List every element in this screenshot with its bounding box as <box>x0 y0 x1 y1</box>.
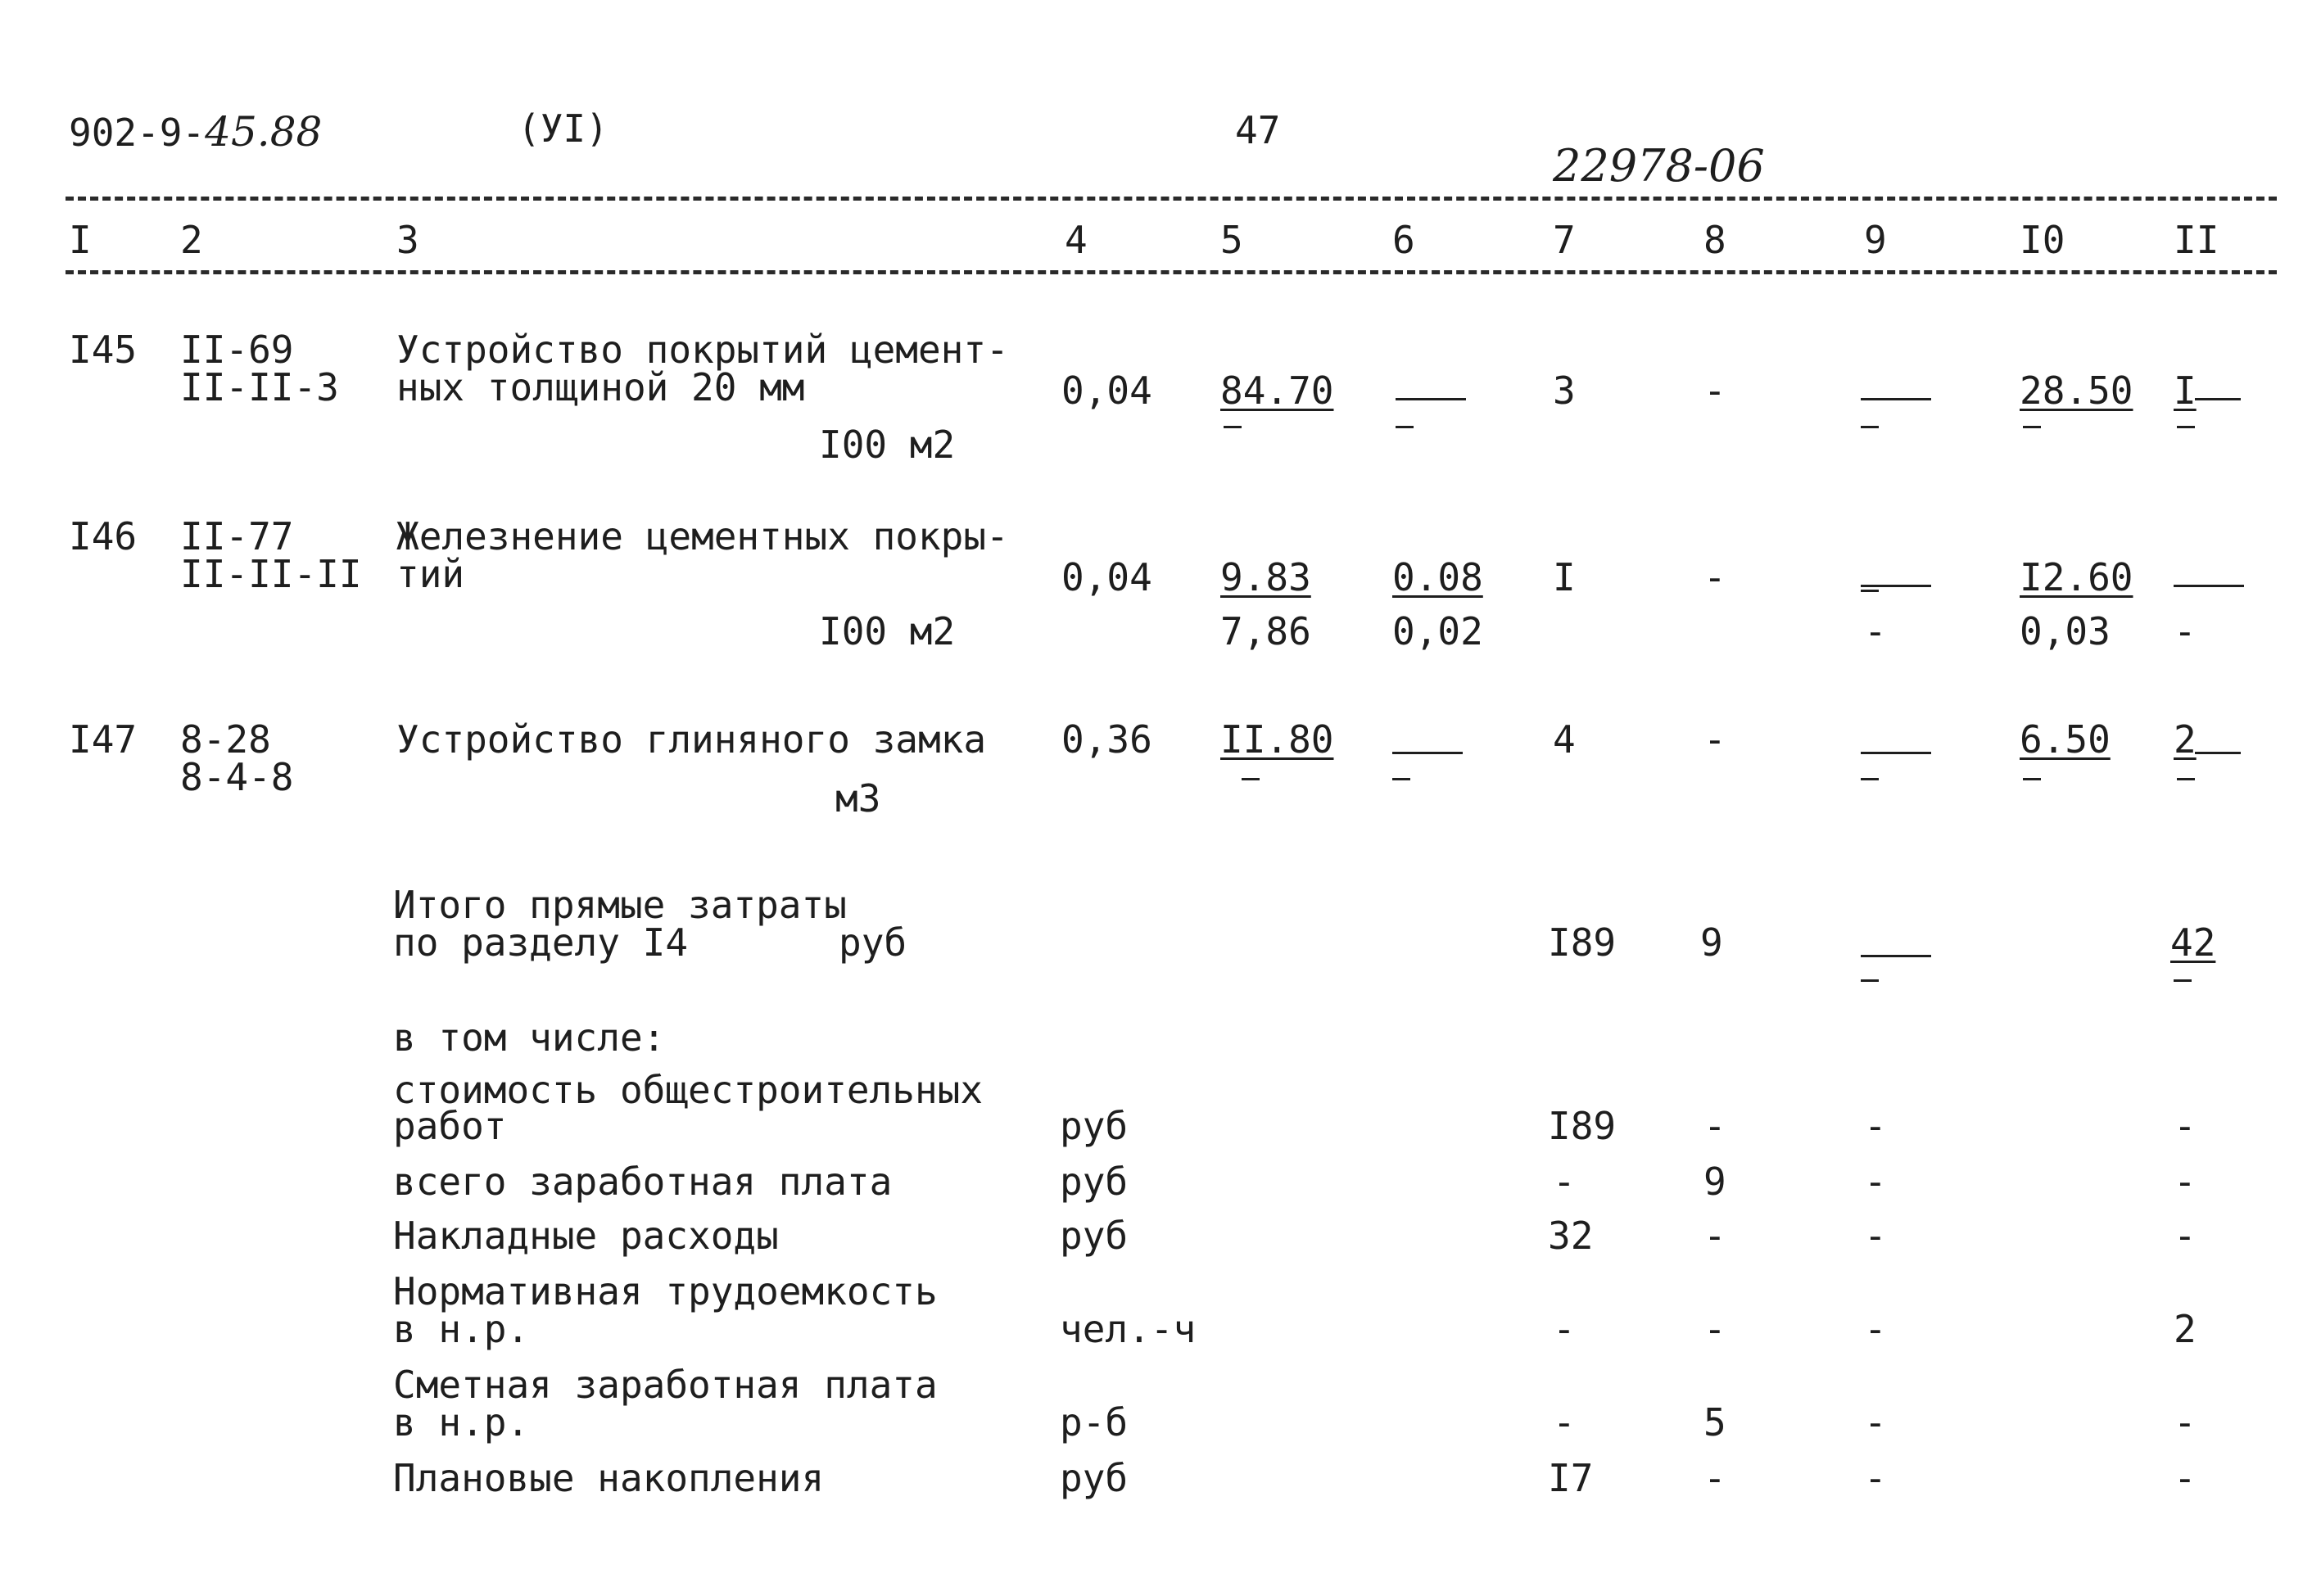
total-cost: 4 <box>1553 717 1576 762</box>
dash-over <box>1861 398 1931 400</box>
machine-cost: 0.08 <box>1392 555 1483 599</box>
breakdown-machine: - <box>1864 1307 1887 1351</box>
machine-cost-wages: 0,02 <box>1392 609 1483 653</box>
column-header: 8 <box>1703 218 1726 262</box>
unit-of-measure: I00 м2 <box>819 609 956 653</box>
breakdown-unit: руб <box>1060 1104 1129 1148</box>
breakdown-unit: чел.-ч <box>1060 1307 1197 1351</box>
breakdown-label-cont: работ <box>393 1104 507 1148</box>
work-description-cont: тий <box>396 552 465 596</box>
breakdown-label: Нормативная трудоемкость <box>393 1269 938 1313</box>
breakdown-label: всего заработная плата <box>393 1160 893 1204</box>
row-number: I46 <box>69 514 138 558</box>
quantity: 0,04 <box>1061 555 1152 599</box>
sub-dash <box>2023 778 2041 780</box>
including-label: в том числе: <box>393 1015 666 1060</box>
row-number: I45 <box>69 328 138 372</box>
page-number: 47 <box>1235 108 1281 152</box>
document-number <box>69 108 323 156</box>
breakdown-labor-hours: - <box>2174 1104 2197 1148</box>
labor-cost: - <box>1703 717 1726 762</box>
dash-over <box>2174 585 2244 587</box>
dash-over <box>2195 398 2241 400</box>
breakdown-labor-hours: 2 <box>2174 1307 2197 1351</box>
rate-code: 8-28 <box>180 717 271 762</box>
header-bottom-rule <box>66 270 2277 274</box>
quantity: 0,04 <box>1061 368 1152 413</box>
breakdown-label: стоимость общестроительных <box>393 1068 984 1112</box>
column-header: I <box>69 218 92 262</box>
unit-cost: 9.83 <box>1220 555 1311 599</box>
sub-dash <box>2177 778 2195 780</box>
totals-label: Итого прямые затраты <box>393 883 847 927</box>
breakdown-labor-cost: 9 <box>1703 1160 1726 1204</box>
totals-labor-hours: 42 <box>2170 920 2216 965</box>
column-header: 5 <box>1220 218 1243 262</box>
document-number-prefix: 902-9- <box>69 111 206 155</box>
unit-of-measure: м3 <box>835 776 881 821</box>
breakdown-labor-cost: - <box>1703 1104 1726 1148</box>
breakdown-labor-hours: - <box>2174 1214 2197 1258</box>
column-header: 4 <box>1065 218 1088 262</box>
breakdown-unit: р-б <box>1060 1400 1129 1445</box>
column-header: 3 <box>396 218 419 262</box>
work-description-cont: ных толщиной 20 мм <box>396 365 805 409</box>
breakdown-labor-cost: - <box>1703 1307 1726 1351</box>
column-header: 2 <box>180 218 203 262</box>
column-header: 7 <box>1553 218 1576 262</box>
breakdown-machine: - <box>1864 1104 1887 1148</box>
labor-cost: - <box>1703 555 1726 599</box>
breakdown-machine: - <box>1864 1160 1887 1204</box>
sub-dash <box>1861 979 1879 982</box>
unit-cost: 84.70 <box>1220 368 1334 413</box>
row-number: I47 <box>69 717 138 762</box>
work-description: Устройство глиняного замка <box>396 717 987 762</box>
sub-dash <box>1861 426 1879 428</box>
breakdown-machine: - <box>1864 1214 1887 1258</box>
breakdown-labor-hours: - <box>2174 1400 2197 1445</box>
breakdown-machine: - <box>1864 1400 1887 1445</box>
dash-over <box>1861 752 1931 754</box>
breakdown-cost: I89 <box>1548 1104 1617 1148</box>
breakdown-label: Накладные расходы <box>393 1214 779 1258</box>
rate-code-sub: II-II-3 <box>180 365 339 409</box>
sub-dash <box>1224 426 1242 428</box>
work-description: Железнение цементных покры- <box>396 514 1009 558</box>
sub-dash <box>1861 590 1879 592</box>
dash-over <box>1861 585 1931 587</box>
total-cost: 3 <box>1553 368 1576 413</box>
breakdown-unit: руб <box>1060 1456 1129 1500</box>
breakdown-labor-cost: - <box>1703 1214 1726 1258</box>
labor-hours-unit-sub: 0,03 <box>2020 609 2111 653</box>
breakdown-label: Сметная заработная плата <box>393 1363 938 1407</box>
rate-code-sub: 8-4-8 <box>180 755 294 799</box>
rate-code: II-69 <box>180 328 294 372</box>
breakdown-labor-hours: - <box>2174 1160 2197 1204</box>
labor-hours-total: 2 <box>2174 717 2197 762</box>
document-number-suffix: 45.88 <box>205 108 323 156</box>
labor-hours-unit: I2.60 <box>2020 555 2133 599</box>
sub-dash <box>1392 778 1410 780</box>
column-header: 6 <box>1392 218 1415 262</box>
breakdown-machine: - <box>1864 1456 1887 1500</box>
breakdown-cost: - <box>1553 1400 1576 1445</box>
breakdown-label-cont: в н.р. <box>393 1400 530 1445</box>
total-cost: I <box>1553 555 1576 599</box>
header-top-rule <box>66 197 2277 201</box>
totals-cost: I89 <box>1548 920 1617 965</box>
unit-of-measure: I00 м2 <box>819 423 956 467</box>
labor-hours-unit: 6.50 <box>2020 717 2111 762</box>
breakdown-cost: 32 <box>1548 1214 1594 1258</box>
breakdown-labor-cost: - <box>1703 1456 1726 1500</box>
labor-hours-total-sub: - <box>2174 609 2197 653</box>
dash-over <box>1861 955 1931 957</box>
labor-cost: - <box>1703 368 1726 413</box>
unit-cost-wages: 7,86 <box>1220 609 1311 653</box>
breakdown-labor-cost: 5 <box>1703 1400 1726 1445</box>
breakdown-label-cont: в н.р. <box>393 1307 530 1351</box>
section-roman: (УI) <box>518 106 609 151</box>
labor-hours-unit: 28.50 <box>2020 368 2133 413</box>
column-header: I0 <box>2020 218 2065 262</box>
sub-dash <box>1242 778 1260 780</box>
rate-code: II-77 <box>180 514 294 558</box>
labor-hours-total: I <box>2174 368 2197 413</box>
breakdown-label: Плановые накопления <box>393 1456 825 1500</box>
sub-dash <box>2023 426 2041 428</box>
column-header: II <box>2174 218 2219 262</box>
dash-over <box>1396 398 1466 400</box>
breakdown-cost: - <box>1553 1307 1576 1351</box>
breakdown-cost: - <box>1553 1160 1576 1204</box>
totals-labor-cost: 9 <box>1700 920 1723 965</box>
sub-dash <box>2177 426 2195 428</box>
breakdown-labor-hours: - <box>2174 1456 2197 1500</box>
rate-code-sub: II-II-II <box>180 552 362 596</box>
quantity: 0,36 <box>1061 717 1152 762</box>
work-description: Устройство покрытий цемент- <box>396 328 1009 372</box>
breakdown-unit: руб <box>1060 1214 1129 1258</box>
unit-cost: II.80 <box>1220 717 1334 762</box>
dash-over <box>1392 752 1463 754</box>
handwritten-stamp-number: 22978-06 <box>1553 140 1765 192</box>
sub-dash <box>1396 426 1414 428</box>
breakdown-unit: руб <box>1060 1160 1129 1204</box>
sub-dash <box>1861 778 1879 780</box>
machine-total-sub: - <box>1864 609 1887 653</box>
totals-label-cont: по разделу I4 <box>393 920 689 965</box>
dash-over <box>2195 752 2241 754</box>
breakdown-cost: I7 <box>1548 1456 1594 1500</box>
sub-dash <box>2174 979 2192 982</box>
totals-unit: руб <box>839 920 907 965</box>
column-header: 9 <box>1864 218 1887 262</box>
